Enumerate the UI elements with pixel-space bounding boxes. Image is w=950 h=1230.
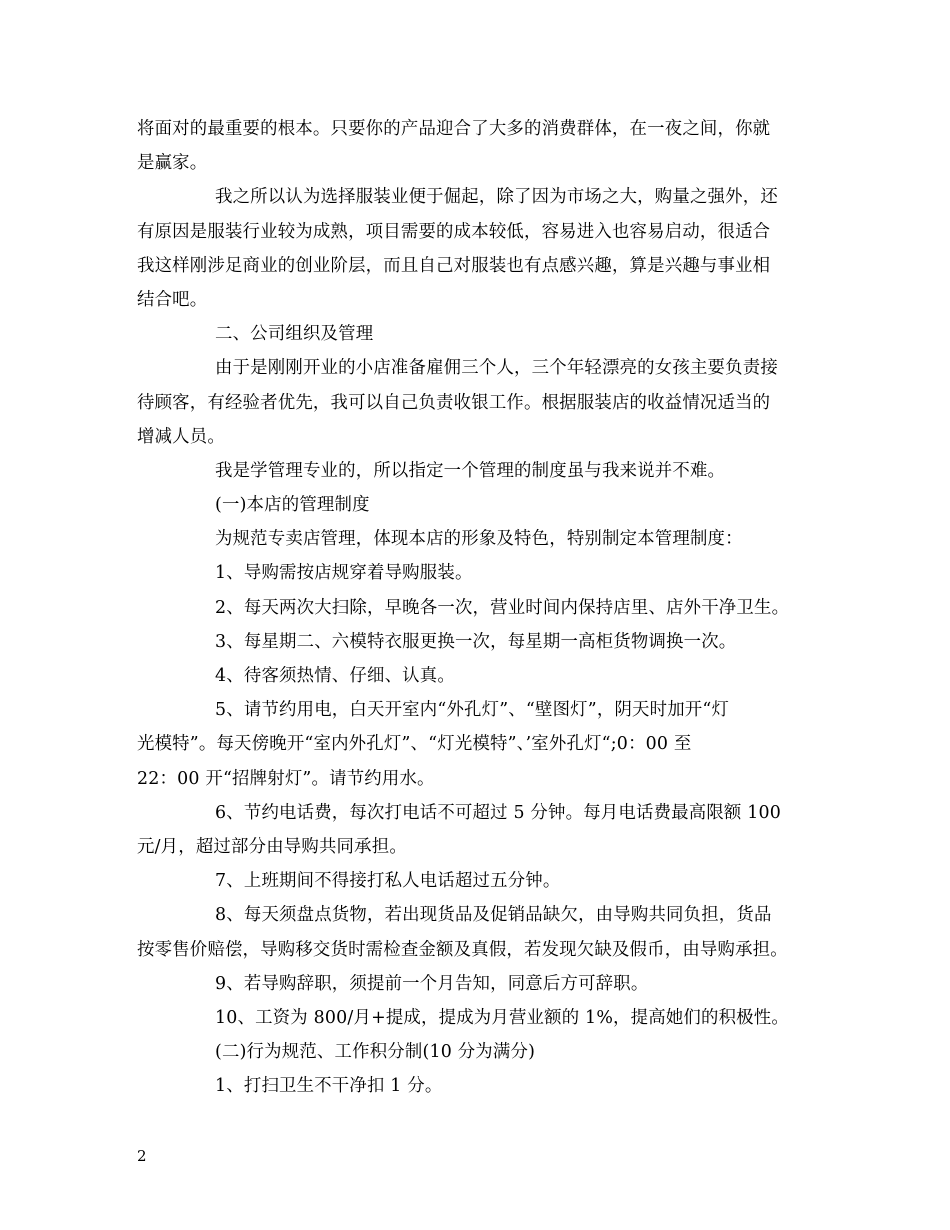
text-line: 为规范专卖店管理，体现本店的形象及特色，特别制定本管理制度：	[215, 529, 743, 550]
page-number: 2	[137, 1147, 147, 1165]
document-body	[137, 112, 817, 1103]
text-line: 光模特”。每天傍晚开“室内外孔灯”、“灯光模特”、’室外孔灯“;0：00 至	[137, 734, 692, 755]
text-line: 我这样刚涉足商业的创业阶层，而且自己对服装也有点感兴趣，算是兴趣与事业相	[137, 255, 771, 276]
text-line: 7、上班期间不得接打私人电话超过五分钟。	[215, 871, 561, 892]
text-line: 元/月，超过部分由导购共同承担。	[137, 836, 407, 857]
text-line: 1、导购需按店规穿着导购服装。	[215, 563, 473, 584]
text-line: 是赢家。	[137, 153, 208, 174]
text-line: 9、若导购辞职，须提前一个月告知，同意后方可辞职。	[215, 973, 649, 994]
text-line: 待顾客，有经验者优先，我可以自己负责收银工作。根据服装店的收益情况适当的	[137, 392, 771, 413]
text-line: 10、工资为 800/月+提成，提成为月营业额的 1%，提高她们的积极性。	[215, 1007, 789, 1028]
text-line: 3、每星期二、六模特衣服更换一次，每星期一高柜货物调换一次。	[215, 631, 737, 652]
text-line: 5、请节约用电，白天开室内“外孔灯”、“壁图灯”，阴天时加开“灯	[215, 700, 730, 721]
text-line: 8、每天须盘点货物，若出现货品及促销品缺欠，由导购共同负担，货品	[215, 905, 772, 926]
text-line: 结合吧。	[137, 289, 208, 310]
text-line: 有原因是服装行业较为成熟，项目需要的成本较低，容易进入也容易启动，很适合	[137, 221, 771, 242]
text-line: 由于是刚刚开业的小店准备雇佣三个人，三个年轻漂亮的女孩主要负责接	[215, 358, 778, 379]
text-line: 2、每天两次大扫除，早晚各一次，营业时间内保持店里、店外干净卫生。	[215, 597, 790, 618]
text-line: 我是学管理专业的，所以指定一个管理的制度虽与我来说并不难。	[215, 460, 726, 481]
text-line: 将面对的最重要的根本。只要你的产品迎合了大多的消费群体，在一夜之间，你就	[137, 119, 771, 139]
text-line: 1、打扫卫生不干净扣 1 分。	[215, 1076, 443, 1097]
text-line: 6、节约电话费，每次打电话不可超过 5 分钟。每月电话费最高限额 100	[215, 802, 782, 823]
text-line: (二)行为规范、工作积分制(10 分为满分)	[215, 1042, 536, 1063]
text-line: 按零售价赔偿，导购移交货时需检查金额及真假，若发现欠缺及假币，由导购承担。	[137, 939, 788, 960]
text-line: (一)本店的管理制度	[215, 495, 370, 516]
text-line: 22：00 开“招牌射灯”。请节约用水。	[137, 768, 435, 789]
text-line: 我之所以认为选择服装业便于倔起，除了因为市场之大，购量之强外，还	[215, 187, 778, 208]
text-line: 二、公司组织及管理	[215, 324, 374, 345]
text-line: 增减人员。	[137, 426, 225, 447]
text-line: 4、待客须热情、仔细、认真。	[215, 666, 455, 686]
